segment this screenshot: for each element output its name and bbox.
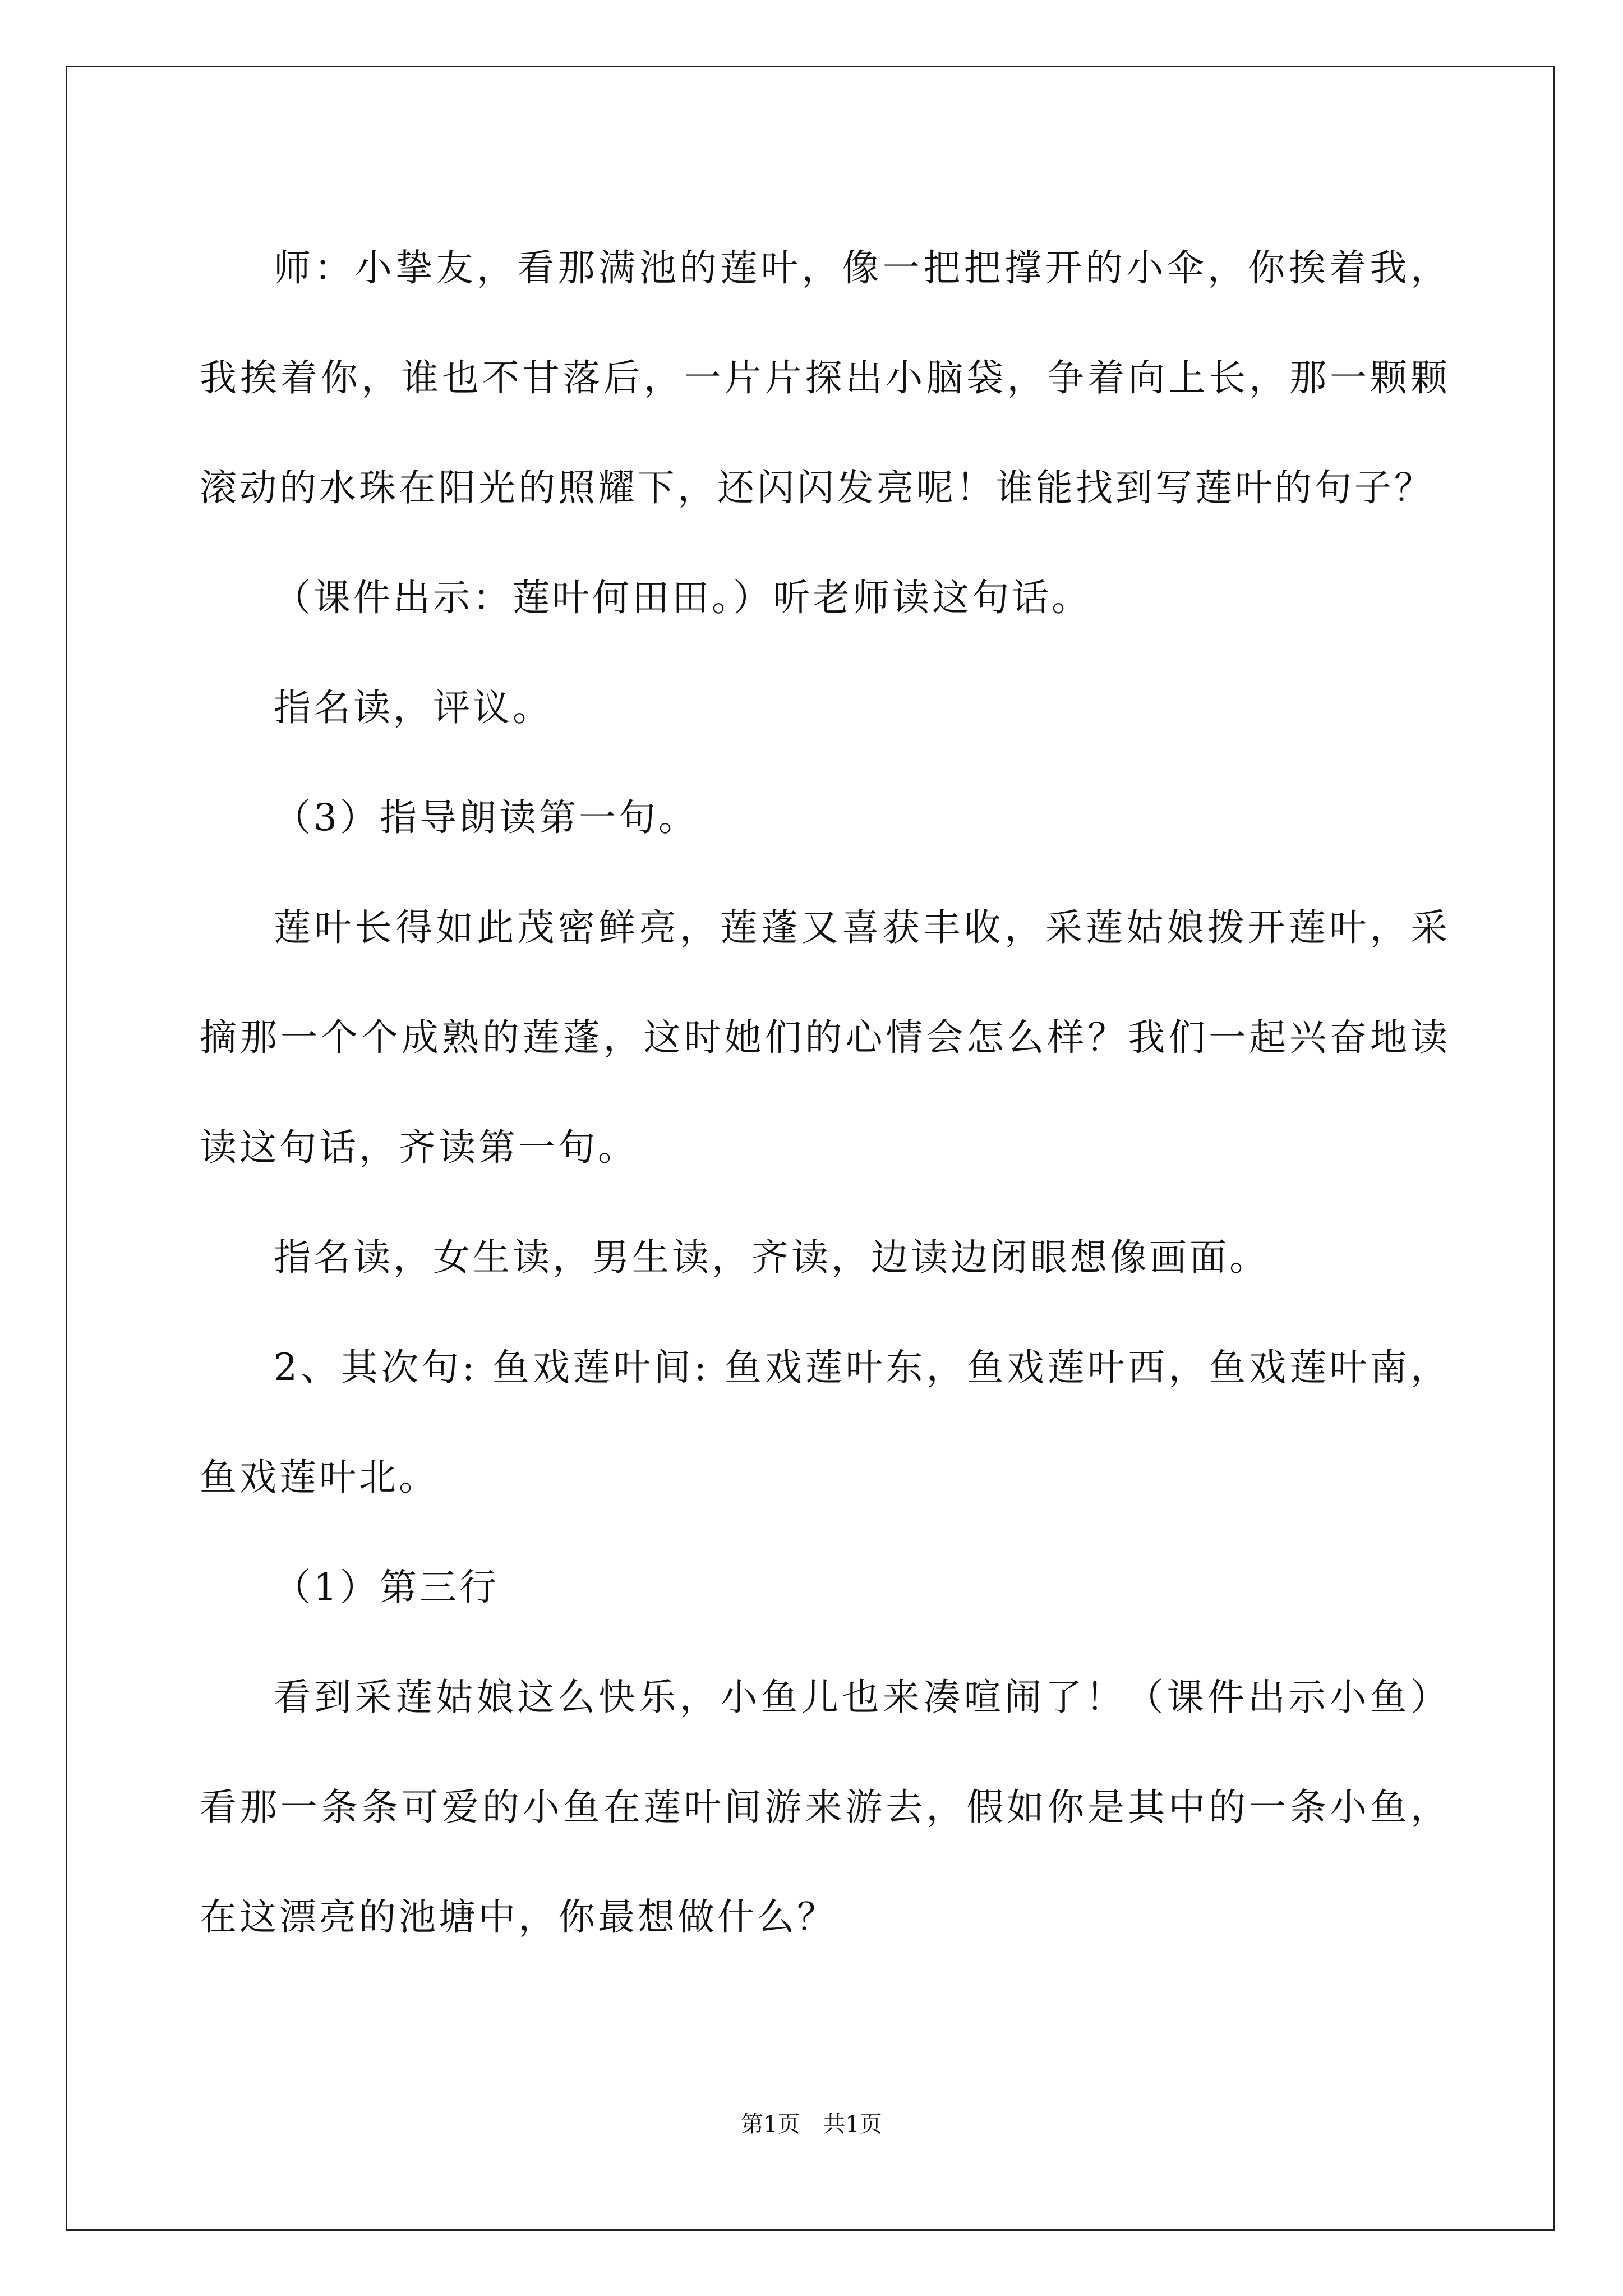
paragraph: 2、其次句: 鱼戏莲叶间: 鱼戏莲叶东，鱼戏莲叶西，鱼戏莲叶南，鱼戏莲叶北。: [200, 1346, 1450, 1499]
page-number: 第1页: [741, 2111, 800, 2137]
page-total: 共1页: [823, 2111, 882, 2137]
paragraph: 指名读，女生读，男生读，齐读，边读边闭眼想像画面。: [274, 1236, 1269, 1279]
paragraph: （3）指导朗读第一句。: [274, 796, 698, 839]
paragraph: （课件出示：莲叶何田田。）听老师读这句话。: [274, 576, 1091, 619]
paragraph: 莲叶长得如此茂密鲜亮，莲蓬又喜获丰收，采莲姑娘拨开莲叶，采摘那一个个成熟的莲蓬，这时她们的心情会怎么样？我们一起兴奋地读读这句话，齐读第一句。: [200, 906, 1450, 1169]
paragraph: （1）第三行: [274, 1566, 499, 1609]
document-body: [200, 213, 1450, 1972]
paragraph: 指名读，评议。: [274, 686, 552, 729]
paragraph: 看到采莲姑娘这么快乐，小鱼儿也来凑喧闹了！（课件出示小鱼）看那一条条可爱的小鱼在莲叶间游来游去，假如你是其中的一条小鱼，在这漂亮的池塘中，你最想做什么？: [200, 1676, 1450, 1939]
page-footer: [0, 2106, 1623, 2138]
paragraph: 师：小挚友，看那满池的莲叶，像一把把撑开的小伞，你挨着我，我挨着你，谁也不甘落后，一片片探出小脑袋，争着向上长，那一颗颗滚动的水珠在阳光的照耀下，还闪闪发亮呢！谁能找到写莲叶的句子？: [200, 246, 1450, 509]
